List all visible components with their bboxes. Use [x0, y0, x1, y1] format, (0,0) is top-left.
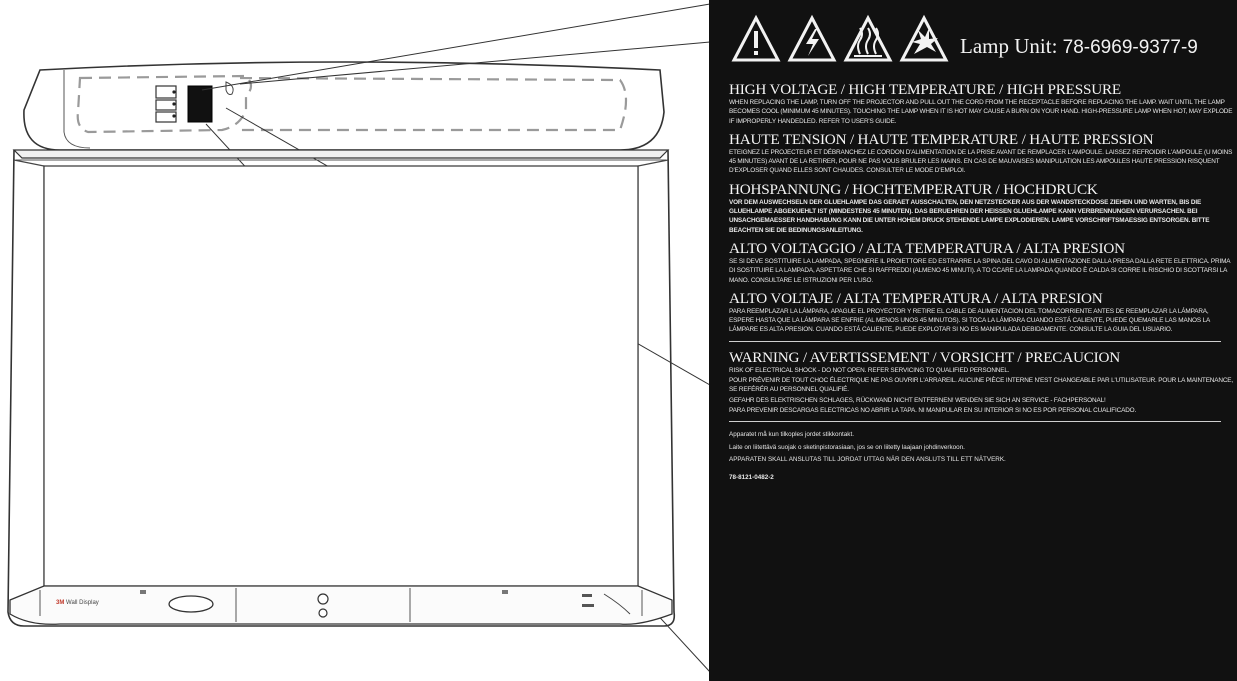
section-french	[729, 132, 1234, 176]
section-body: PARA REEMPLAZAR LA LÁMPARA, APAGUE EL PROYECTOR Y RETIRE EL CABLE DE ALIMENTACION DEL TOMACORRIENTE ANTES DE REEMPLAZAR LA LÁMPARA, ESPERE HASTA QUE LA LÁMPARA SE ENFRIE (AL MENOS UNOS 45 MINUTOS). SI TOCA LA LÁMPARA CUANDO ESTÁ CALIENTE, PUEDE QUEMARLE LAS MANOS LA LÁMPARE ES ALTA PRESION. CUANDO ESTÁ CALIENTE, PUEDE EXPLOTAR SI NO ES MANIPULADA DEBIDAMENTE. CONSULTE LA GUIA DEL USUARIO.	[729, 307, 1210, 334]
label-part-number: 78-8121-0482-2	[729, 473, 774, 481]
warning-line: GEFAHR DES ELEKTRISCHEN SCHLAGES, RÜCKWAND NICHT ENTFERNEN! WENDEN SIE SICH AN SERVICE - FACHPERSONAL!	[729, 396, 1106, 404]
nordic-line-finnish: Laite on liitettävä suojak o sketinpistorasiaan, jos se on liitetty laajaan johdinverkoon.	[729, 443, 965, 451]
tray-power-button	[318, 594, 328, 604]
divider	[729, 341, 1221, 342]
hot-surface-icon	[846, 18, 890, 60]
warning-heading: WARNING / AVERTISSEMENT / VORSICHT / PRECAUCION	[729, 348, 1121, 366]
section-heading: ALTO VOLTAJE / ALTA TEMPERATURA / ALTA PRESION	[729, 289, 1103, 307]
section-heading: HAUTE TENSION / HAUTE TEMPERATURE / HAUTE PRESSION	[729, 130, 1154, 148]
section-body: VOR DEM AUSWECHSELN DER GLUEHLAMPE DAS GERAET AUSSCHALTEN, DEN NETZSTECKER AUS DER WANDSTECKDOSE ZIEHEN UND WARTEN, BIS DIE GLUEHLAMPE ABGEKUEHLT IST (MINDESTENS 45 MINUTEN). DAS BERUEHREN DER HEISSEN GLUEHLAMPE KANN VERBRENNUNGEN VERURSACHEN. BEI UNSACHGEMAESSER HANDHABUNG KANN DIE UNTER HOHEM DRUCK STEHENDE LAMPE EXPLODIEREN. LAMPE VORSCHRIFTSMAESSIG ENTSORGEN. BITTE BEACHTEN SIE DIE BEDINUNGSANLEITUNG.	[729, 198, 1210, 234]
tray-eraser-slot	[169, 596, 213, 612]
section-spanish	[729, 291, 1234, 335]
board-bottom-tray	[10, 586, 672, 624]
brand-name: Wall Display	[66, 600, 99, 606]
section-warning	[729, 350, 1234, 415]
hazard-icons	[730, 14, 952, 66]
section-english	[729, 82, 1234, 126]
lamp-unit-title	[960, 34, 1198, 59]
nordic-line-swedish: APPARATEN SKALL ANSLUTAS TILL JORDAT UTTAG NÄR DEN ANSLUTS TILL ETT NÄTVERK.	[729, 456, 1006, 464]
warning-line: POUR PRÉVENIR DE TOUT CHOC ÉLECTRIQUE NE PAS OUVRIR L'ARRAREIL. AUCUNE PIÈCE INTERNE N'EST CHANGEABLE PAR L'UTILISATEUR. POUR LA MAINTENANCE, SE REFÉRÉR AU PERSONNEL QUALIFIÉ.	[729, 377, 1234, 394]
board-surface	[44, 166, 638, 586]
warning-triangle-icon	[734, 18, 778, 60]
section-heading: ALTO VOLTAGGIO / ALTA TEMPERATURA / ALTA PRESION	[729, 239, 1125, 257]
explosion-icon	[902, 18, 946, 60]
section-body: SE SI DEVE SOSTITUIRE LA LAMPADA, SPEGNERE IL PROIETTORE ED ESTRARRE LA SPINA DEL CAVO DI ALIMENTAZIONE DALLA PRESA DALLA RETE ELETTRICA. PRIMA DI SOSTITUIRE LA LAMPADA, ASPETTARE CHE SI RAFFREDDI (ALMENO 45 MINUTI). A TO CCARE LA LAMPADA QUANDO È CALDA SI CORRE IL RISCHIO DI SCOTTARSI LA MANO. CONSULTARE LE ISTRUZIONI PER L'USO.	[729, 257, 1231, 284]
section-german	[729, 182, 1234, 235]
board-right-edge	[638, 160, 670, 600]
board-top-ledge	[14, 150, 668, 158]
high-voltage-icon	[790, 18, 834, 60]
warning-line: PARA PREVENIR DESCARGAS ELECTRICAS NO ABRIR LA TAPA. NI MANIPULAR EN SU INTERIOR SI NO ES POR PERSONAL CUALIFICADO.	[729, 406, 1137, 414]
lamp-door	[188, 86, 212, 122]
section-body: WHEN REPLACING THE LAMP, TURN OFF THE PROJECTOR AND PULL OUT THE CORD FROM THE RECEPTACLE BEFORE REPLACING THE LAMP. WAIT UNTIL THE LAMP BECOMES COOL (MINIMUM 45 MINUTES). TOUCHING THE LAMP WHEN IT IS HOT MAY CAUSE A BURN ON YOUR HAND. HIGH-PRESSURE LAMP WHEN HOT, MAY EXPLODE IF IMPROPERLY HANDEDLED. REFER TO USER'S GUIDE.	[729, 99, 1233, 125]
warning-line: RISK OF ELECTRICAL SHOCK - DO NOT OPEN. REFER SERVICING TO QUALIFIED PERSONNEL.	[729, 366, 1010, 374]
board-left-edge	[12, 160, 44, 600]
tray-indicator	[319, 609, 327, 617]
divider	[729, 421, 1221, 422]
nordic-line-norwegian: Apparatet må kun tilkoples jordet stikkontakt.	[729, 431, 854, 439]
section-body: ETEIGNEZ LE PROJECTEUR ET DÉBRANCHEZ LE CORDON D'ALIMENTATION DE LA PRISE AVANT DE REMPLACER L'AMPOULE. LAISSEZ REFROIDIR L'AMPOULE (U MOINS 45 MINUTES) AVANT DE LA RETIRER, POUR NE PAS VOUS BRULER LES MAINS. EN CAS DE MAUVAISES MANIPULATION LES AMPOULES HAUTE PRESSION RISQUENT D'EXPLOSER QUAND ELLES SONT CHAUDES. CONSULTER LE MODE D'EMPLOI.	[729, 148, 1233, 175]
section-italian	[729, 241, 1234, 285]
lamp-unit-number: 78-6969-9377-9	[1062, 37, 1198, 58]
section-heading: HOHSPANNUNG / HOCHTEMPERATUR / HOCHDRUCK	[729, 180, 1098, 198]
label-text-block	[729, 82, 1234, 481]
section-heading: HIGH VOLTAGE / HIGH TEMPERATURE / HIGH PRESSURE	[729, 81, 1122, 98]
lamp-unit-label: Lamp Unit:	[960, 34, 1058, 58]
brand-mark: 3M	[56, 600, 65, 606]
board-brand-label	[56, 600, 99, 606]
